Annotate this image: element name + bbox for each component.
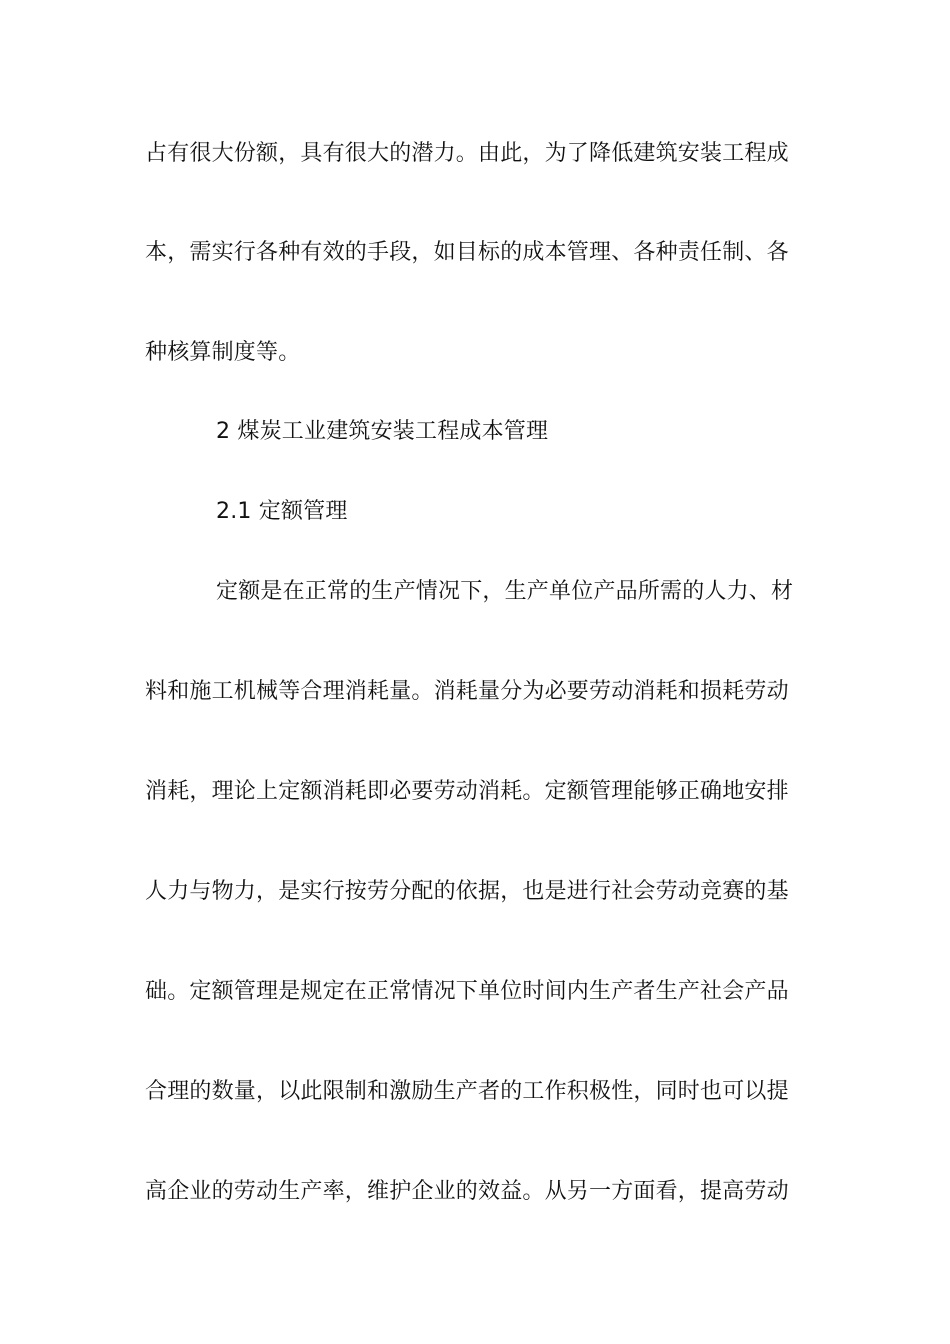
section-heading: 2 煤炭工业建筑安装工程成本管理 [216, 419, 549, 444]
paragraph-line: 占有很大份额，具有很大的潜力。由此，为了降低建筑安装工程成 [145, 141, 789, 166]
subsection-heading: 2.1 定额管理 [216, 499, 348, 524]
paragraph-line: 合理的数量，以此限制和激励生产者的工作积极性，同时也可以提 [145, 1079, 789, 1104]
paragraph-line: 础。定额管理是规定在正常情况下单位时间内生产者生产社会产品 [145, 979, 789, 1004]
paragraph-line: 定额是在正常的生产情况下，生产单位产品所需的人力、材 [216, 579, 794, 604]
paragraph-line: 料和施工机械等合理消耗量。消耗量分为必要劳动消耗和损耗劳动 [145, 679, 789, 704]
paragraph-line: 消耗，理论上定额消耗即必要劳动消耗。定额管理能够正确地安排 [145, 779, 789, 804]
paragraph-line: 种核算制度等。 [145, 340, 301, 365]
paragraph-line: 本，需实行各种有效的手段，如目标的成本管理、各种责任制、各 [145, 240, 789, 265]
paragraph-line: 人力与物力，是实行按劳分配的依据，也是进行社会劳动竞赛的基 [145, 879, 789, 904]
paragraph-line: 高企业的劳动生产率，维护企业的效益。从另一方面看，提高劳动 [145, 1179, 789, 1204]
